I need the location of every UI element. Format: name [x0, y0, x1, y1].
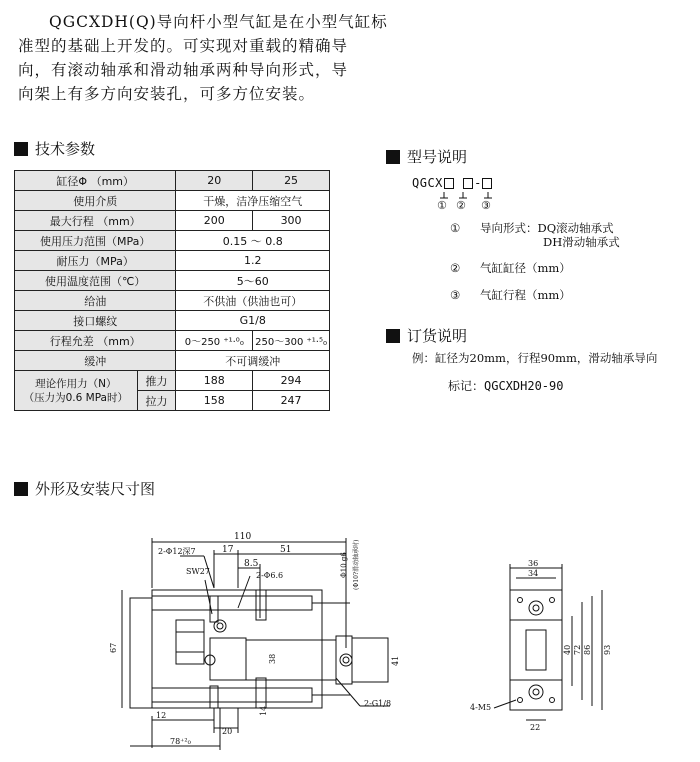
dim-22: 22 [530, 723, 541, 732]
dim-36: 36 [528, 559, 539, 568]
dim-40: 40 [563, 644, 572, 655]
order-example: 例：缸径为20mm，行程90mm，滑动轴承导向 [412, 351, 658, 365]
placeholder-box-icon [482, 178, 492, 189]
dim-20: 20 [222, 727, 233, 736]
label-phi10b: (Φ10?滑动轴承时) [353, 539, 360, 590]
dim-17: 17 [222, 545, 234, 555]
table-row: 行程允差 （mm） 0～250 ⁺¹·⁰₀ 250～300 ⁺¹·⁵₀ [15, 331, 330, 351]
intro-line-2: 准型的基础上开发的。可实现对重载的精确导 [18, 37, 349, 55]
dim-14: 14 [259, 705, 268, 716]
table-row: 耐压力（MPa） 1.2 [15, 251, 330, 271]
order-mark: 标记：QGCXDH20-90 [448, 379, 564, 393]
label-g18: 2-G1/8 [364, 699, 392, 708]
placeholder-box-icon [444, 178, 454, 189]
dim-86: 86 [583, 644, 592, 655]
section-tech-heading: 技术参数 [14, 138, 95, 159]
label-phi6-6: 2-Φ6.6 [256, 571, 284, 580]
model-item-2: ② 气缸缸径（mm） [450, 261, 571, 275]
model-circle-1: ① [437, 199, 447, 212]
spec-table [14, 170, 330, 411]
square-bullet-icon [386, 329, 400, 343]
dim-41: 41 [391, 655, 400, 666]
square-bullet-icon [386, 150, 400, 164]
section-model-heading: 型号说明 [386, 146, 467, 167]
model-item-3: ③ 气缸行程（mm） [450, 288, 571, 302]
intro-text [18, 10, 396, 106]
table-row: 使用介质 干燥，洁净压缩空气 [15, 191, 330, 211]
table-row: 最大行程 （mm） 200 300 [15, 211, 330, 231]
table-row: 使用压力范围（MPa） 0.15 ～ 0.8 [15, 231, 330, 251]
model-circle-2: ② [456, 199, 466, 212]
intro-line-1: QGCXDH(Q)导向杆小型气缸是在小型气缸标 [49, 13, 388, 31]
dim-72: 72 [573, 644, 582, 655]
dim-93: 93 [603, 644, 612, 655]
table-row: 接口螺纹 G1/8 [15, 311, 330, 331]
model-code: QGCX - [412, 176, 493, 190]
square-bullet-icon [14, 142, 28, 156]
placeholder-box-icon [463, 178, 473, 189]
square-bullet-icon [14, 482, 28, 496]
table-row: 使用温度范围（℃） 5～60 [15, 271, 330, 291]
section-dims-heading: 外形及安装尺寸图 [14, 478, 155, 499]
model-circle-3: ③ [481, 199, 491, 212]
label-phi10: Φ10 g6 [340, 552, 348, 578]
dim-78: 78⁺²₀ [170, 737, 191, 746]
table-row: 拉力 158 247 [15, 391, 330, 411]
label-sw27: SW27 [186, 567, 210, 576]
table-row: 缸径Φ （mm） 20 25 [15, 171, 330, 191]
dim-34: 34 [528, 569, 539, 578]
dim-12: 12 [156, 711, 167, 720]
side-view-drawing [470, 560, 620, 760]
dim-38: 38 [268, 653, 277, 664]
dim-110: 110 [234, 532, 252, 542]
section-order-heading: 订货说明 [386, 325, 467, 346]
label-phi12: 2-Φ12深7 [158, 547, 196, 556]
intro-line-4: 向架上有多方向安装孔，可多方位安装。 [18, 85, 316, 103]
table-row: 理论作用力（N） （压力为0.6 MPa时） 推力 188 294 [15, 371, 330, 391]
model-item-1b: DH滑动轴承式 [543, 235, 620, 249]
model-item-1: ① 导向形式：DQ滚动轴承式 [450, 221, 614, 235]
intro-line-3: 向，有滚动轴承和滑动轴承两种导向形式，导 [18, 61, 349, 79]
front-view-drawing [110, 528, 410, 758]
label-m5: 4-M5 [470, 703, 492, 712]
dim-67: 67 [109, 642, 118, 653]
dim-8-5: 8.5 [244, 559, 259, 569]
dim-51: 51 [280, 545, 292, 555]
table-row: 缓冲 不可调缓冲 [15, 351, 330, 371]
table-row: 给油 不供油（供油也可） [15, 291, 330, 311]
